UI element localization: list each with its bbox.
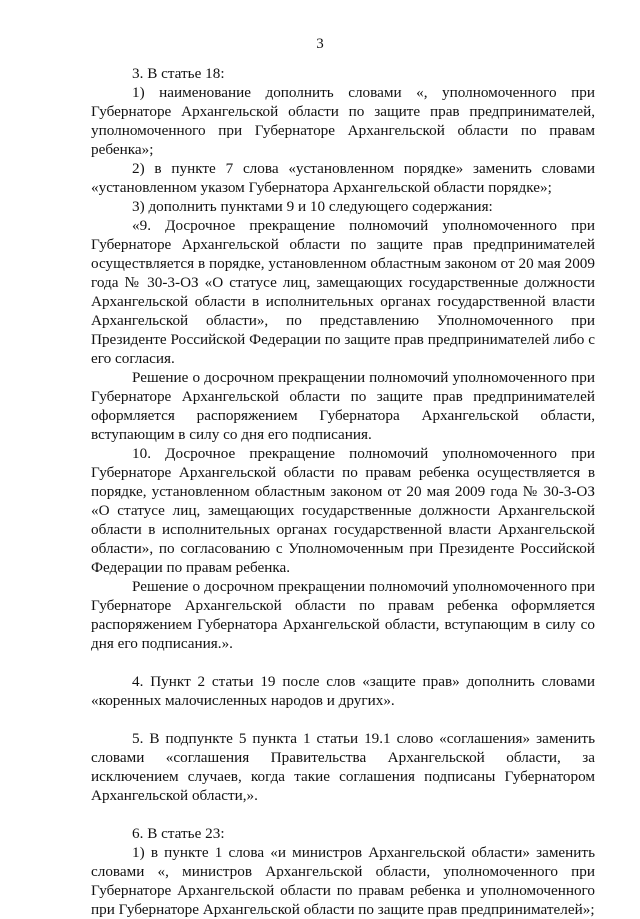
document-body [91, 64, 595, 919]
point-9-text: «9. Досрочное прекращение полномочий уполномоченного при Губернаторе Архангельской области по защите прав предпринимателей осуществляется в порядке, установленном областным законом от 20 мая 2009 года № 30-3-ОЗ «О статусе лиц, замещающих государственные должности Архангельской области в исполнительных органах государственной власти Архангельской области», по представлению Уполномоченного при Президенте Российской Федерации по защите прав предпринимателей либо с его согласия. [91, 217, 595, 367]
section-3-heading: 3. В статье 18: [132, 65, 225, 82]
page-number: 3 [316, 36, 324, 52]
section-5-text: 5. В подпункте 5 пункта 1 статьи 19.1 слово «соглашения» заменить словами «соглашения Правительства Архангельской области, за исключением случаев, когда такие соглашения подписаны Губернатором Архангельской области,». [91, 730, 595, 804]
spacer [91, 710, 595, 729]
section-3-item-3: 3) дополнить пунктами 9 и 10 следующего содержания: [132, 198, 493, 215]
point-9-decision: Решение о досрочном прекращении полномочий уполномоченного при Губернаторе Архангельской области по защите прав предпринимателей оформляется распоряжением Губернатора Архангельской области, вступающим в силу со дня его подписания. [91, 369, 595, 443]
spacer [91, 653, 595, 672]
point-10-decision: Решение о досрочном прекращении полномочий уполномоченного при Губернаторе Архангельской области по правам ребенка оформляется распоряжением Губернатора Архангельской области, вступающим в силу со дня его подписания.». [91, 578, 595, 652]
section-3-item-2: 2) в пункте 7 слова «установленном порядке» заменить словами «установленном указом Губернатора Архангельской области порядке»; [91, 160, 595, 196]
section-6-item-1: 1) в пункте 1 слова «и министров Архангельской области» заменить словами «, министров Архангельской области, уполномоченного при Губернаторе Архангельской области по правам ребенка и уполномоченного при Губернаторе Архангельской области по защите прав предпринимателей»; [91, 844, 595, 918]
section-6-heading: 6. В статье 23: [132, 825, 225, 842]
section-3-item-1: 1) наименование дополнить словами «, уполномоченного при Губернаторе Архангельской области по защите прав предпринимателей, уполномоченного при Губернаторе Архангельской области по правам ребенка»; [91, 84, 595, 158]
point-10-text: 10. Досрочное прекращение полномочий уполномоченного при Губернаторе Архангельской области по правам ребенка осуществляется в порядке, установленном областным законом от 20 мая 2009 года № 30-3-ОЗ «О статусе лиц, замещающих государственные должности Архангельской области в исполнительных органах государственной власти Архангельской области», по согласованию с Уполномоченным при Президенте Российской Федерации по правам ребенка. [91, 445, 595, 576]
spacer [91, 805, 595, 824]
section-4-text: 4. Пункт 2 статьи 19 после слов «защите прав» дополнить словами «коренных малочисленных народов и других». [91, 673, 595, 709]
